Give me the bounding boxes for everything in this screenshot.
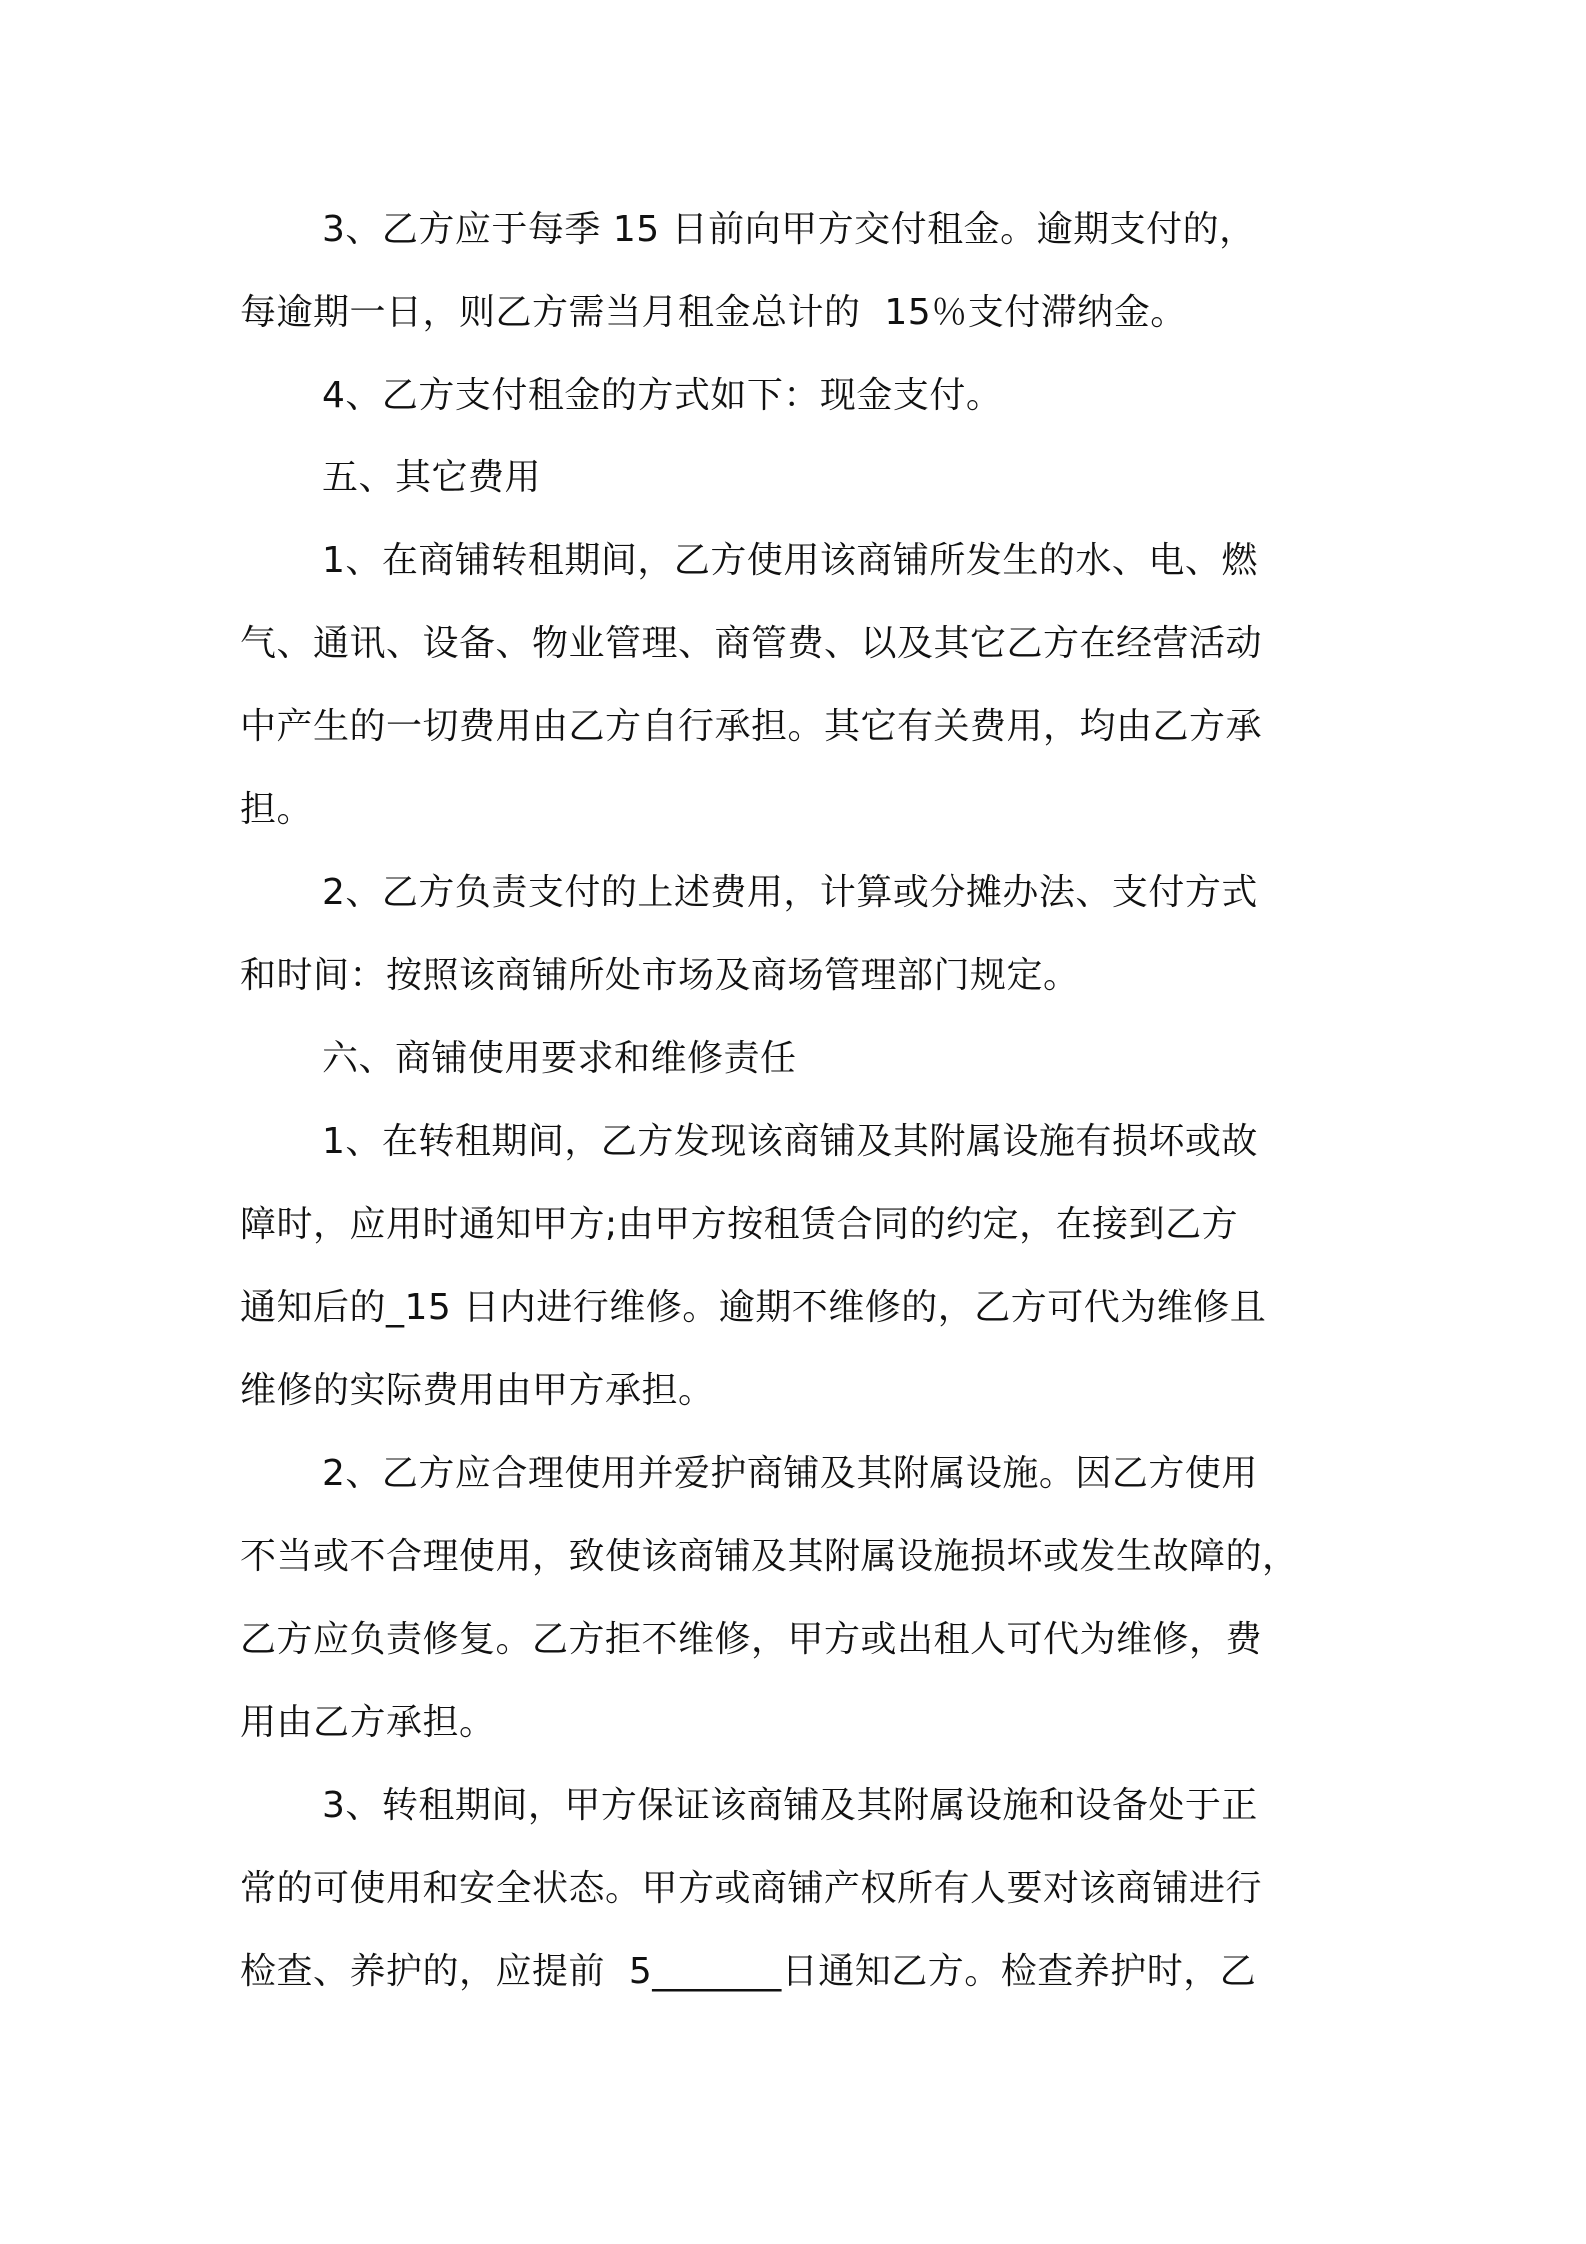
text-line: 4、乙方支付租金的方式如下：现金支付。 — [322, 375, 1003, 416]
text-line: 气、通讯、设备、物业管理、商管费、以及其它乙方在经营活动 — [240, 623, 1263, 664]
section-heading: 六、商铺使用要求和维修责任 — [322, 1038, 797, 1079]
text-line: 2、乙方应合理使用并爱护商铺及其附属设施。因乙方使用 — [322, 1453, 1258, 1494]
text-line: 常的可使用和安全状态。甲方或商铺产权所有人要对该商铺进行 — [240, 1868, 1263, 1909]
text-line: 和时间：按照该商铺所处市场及商场管理部门规定。 — [240, 955, 1080, 996]
text-line: 障时，应用时通知甲方;由甲方按租赁合同的约定，在接到乙方 — [240, 1204, 1239, 1245]
text-line: 维修的实际费用由甲方承担。 — [240, 1370, 715, 1411]
text-line: 3、乙方应于每季 15 日前向甲方交付租金。逾期支付的， — [322, 209, 1256, 250]
section-heading: 五、其它费用 — [322, 457, 542, 498]
text-line: 1、在商铺转租期间，乙方使用该商铺所发生的水、电、燃 — [322, 540, 1258, 581]
text-line: 2、乙方负责支付的上述费用，计算或分摊办法、支付方式 — [322, 872, 1258, 913]
text-line: 乙方应负责修复。乙方拒不维修，甲方或出租人可代为维修，费 — [240, 1619, 1263, 1660]
text-line: 检查、养护的，应提前 5_______日通知乙方。检查养护时，乙 — [240, 1951, 1257, 1992]
text-line: 每逾期一日，则乙方需当月租金总计的 15％支付滞纳金。 — [240, 292, 1187, 333]
text-line: 中产生的一切费用由乙方自行承担。其它有关费用，均由乙方承 — [240, 706, 1263, 747]
text-line: 担。 — [240, 789, 314, 830]
text-line: 通知后的_15 日内进行维修。逾期不维修的，乙方可代为维修且 — [240, 1287, 1267, 1328]
text-line: 用由乙方承担。 — [240, 1702, 496, 1743]
text-line: 3、转租期间，甲方保证该商铺及其附属设施和设备处于正 — [322, 1785, 1258, 1826]
text-line: 1、在转租期间，乙方发现该商铺及其附属设施有损坏或故 — [322, 1121, 1258, 1162]
text-line: 不当或不合理使用，致使该商铺及其附属设施损坏或发生故障的， — [240, 1536, 1299, 1577]
